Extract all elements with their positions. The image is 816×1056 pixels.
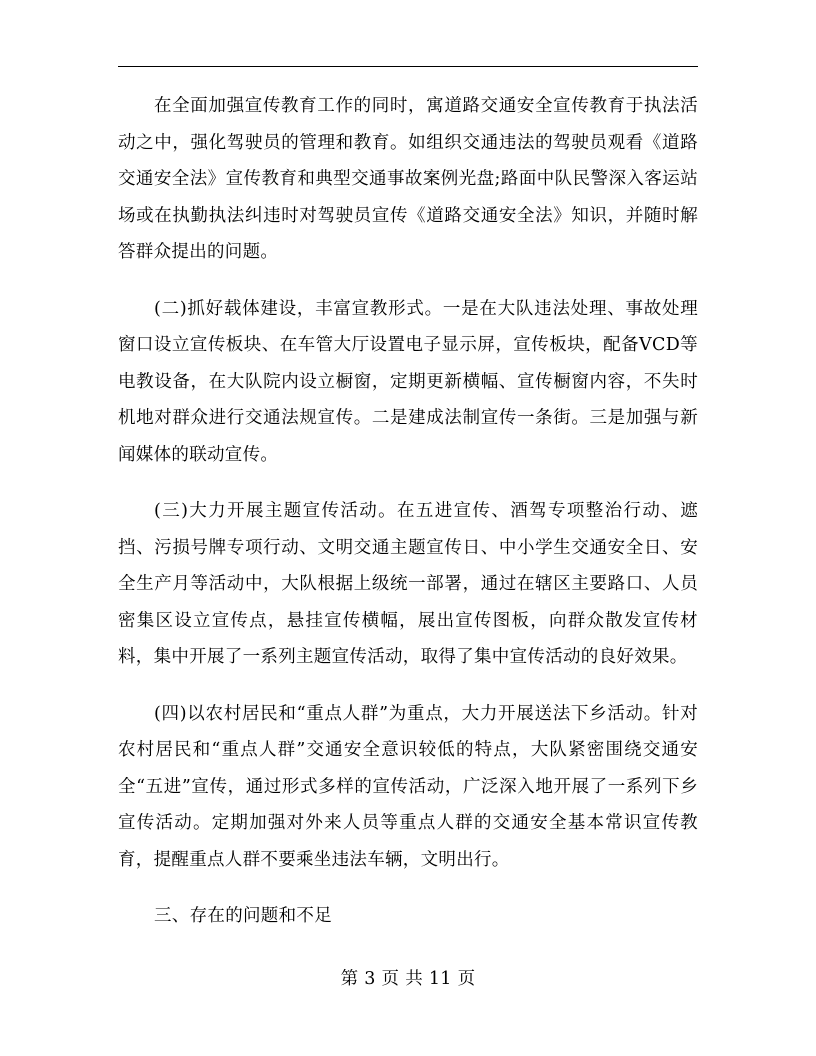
paragraph-rural-outreach: (四)以农村居民和“重点人群”为重点，大力开展送法下乡活动。针对农村居民和“重点人群”交通安全意识较低的特点，大队紧密围绕交通安全“五进”宣传，通过形式多样的宣传活动，广泛深入地开展了一系列下乡宣传活动。定期加强对外来人员等重点人群的交通安全基本常识宣传教育，提醒重点人群不要乘坐违法车辆，文明出行。 bbox=[118, 703, 698, 870]
paragraph-enforcement-education: 在全面加强宣传教育工作的同时，寓道路交通安全宣传教育于执法活动之中，强化驾驶员的管理和教育。如组织交通违法的驾驶员观看《道路交通安全法》宣传教育和典型交通事故案例光盘;路面中队民警深入客运站场或在执勤执法纠违时对驾驶员宣传《道路交通安全法》知识，并随时解答群众提出的问题。 bbox=[118, 96, 698, 262]
paragraph-carrier-construction: (二)抓好载体建设，丰富宣教形式。一是在大队违法处理、事故处理窗口设立宣传板块、在车管大厅设置电子显示屏，宣传板块，配备VCD等电教设备，在大队院内设立橱窗，定期更新横幅、宣传橱窗内容，不失时机地对群众进行交通法规宣传。二是建成法制宣传一条街。三是加强与新闻媒体的联动宣传。 bbox=[118, 298, 698, 465]
paragraph-theme-campaigns: (三)大力开展主题宣传活动。在五进宣传、酒驾专项整治行动、遮挡、污损号牌专项行动、文明交通主题宣传日、中小学生交通安全日、安全生产月等活动中，大队根据上级统一部署，通过在辖区主要路口、人员密集区设立宣传点，悬挂宣传横幅，展出宣传图板，向群众散发宣传材料，集中开展了一系列主题宣传活动，取得了集中宣传活动的良好效果。 bbox=[118, 501, 698, 667]
document-body bbox=[118, 88, 698, 935]
page-number-footer: 第 3 页 共 11 页 bbox=[340, 969, 476, 989]
header-rule bbox=[118, 66, 698, 67]
section-heading-problems: 三、存在的问题和不足 bbox=[154, 906, 332, 926]
